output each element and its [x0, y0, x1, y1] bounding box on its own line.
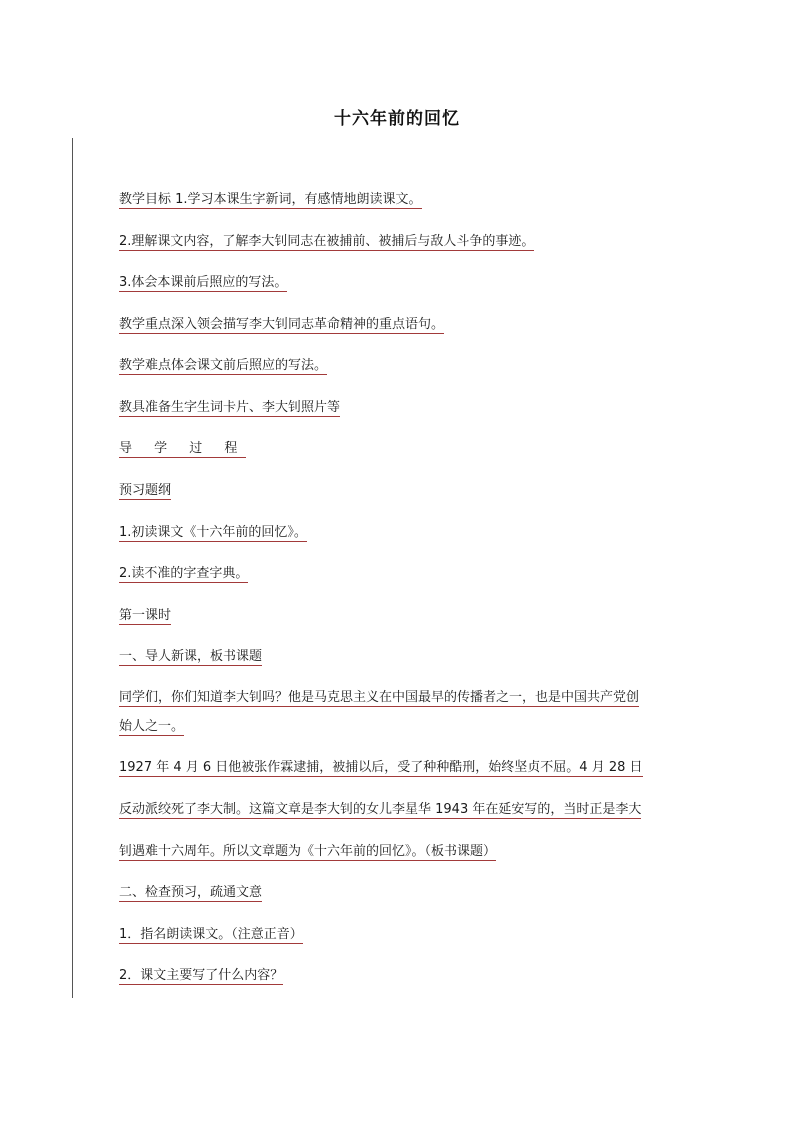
text-line: 反动派绞死了李大制。这篇文章是李大钊的女儿李星华 1943 年在延安写的，当时正是李大	[119, 802, 642, 817]
text-line: 第一课时	[119, 608, 172, 623]
text-line: 教学目标 1.学习本课生字新词，有感情地朗读课文。	[119, 192, 422, 207]
text-line: 2.理解课文内容，了解李大钊同志在被捕前、被捕后与敌人斗争的事迹。	[119, 234, 535, 249]
text-line: 一、导人新课，板书课题	[119, 649, 263, 664]
text-line: 2．课文主要写了什么内容？	[119, 968, 284, 983]
text-line: 同学们，你们知道李大钊吗？他是马克思主义在中国最早的传播者之一，也是中国共产党创	[119, 690, 640, 705]
section-heading: 导 学 过 程	[119, 441, 247, 456]
text-line: 教学重点深入领会描写李大钊同志革命精神的重点语句。	[119, 317, 445, 332]
text-line: 3.体会本课前后照应的写法。	[119, 275, 288, 290]
text-line: 始人之一。	[119, 719, 185, 734]
text-line: 1．指名朗读课文。（注意正音）	[119, 927, 303, 942]
document-title: 十六年前的回忆	[334, 109, 460, 129]
text-line: 2.读不准的字查字典。	[119, 566, 249, 581]
text-line: 教具准备生字生词卡片、李大钊照片等	[119, 400, 341, 415]
left-margin-rule	[72, 138, 73, 998]
text-line: 二、检查预习，疏通文意	[119, 885, 263, 900]
text-line: 钊遇难十六周年。所以文章题为《十六年前的回忆》。（板书课题）	[119, 844, 497, 859]
text-line: 1927 年 4 月 6 日他被张作霖逮捕，被捕以后，受了种种酷刑，始终坚贞不屈。4 月 28 日	[119, 760, 643, 775]
text-line: 预习题纲	[119, 483, 172, 498]
text-line: 1.初读课文《十六年前的回忆》。	[119, 525, 307, 540]
text-line: 教学难点体会课文前后照应的写法。	[119, 358, 328, 373]
